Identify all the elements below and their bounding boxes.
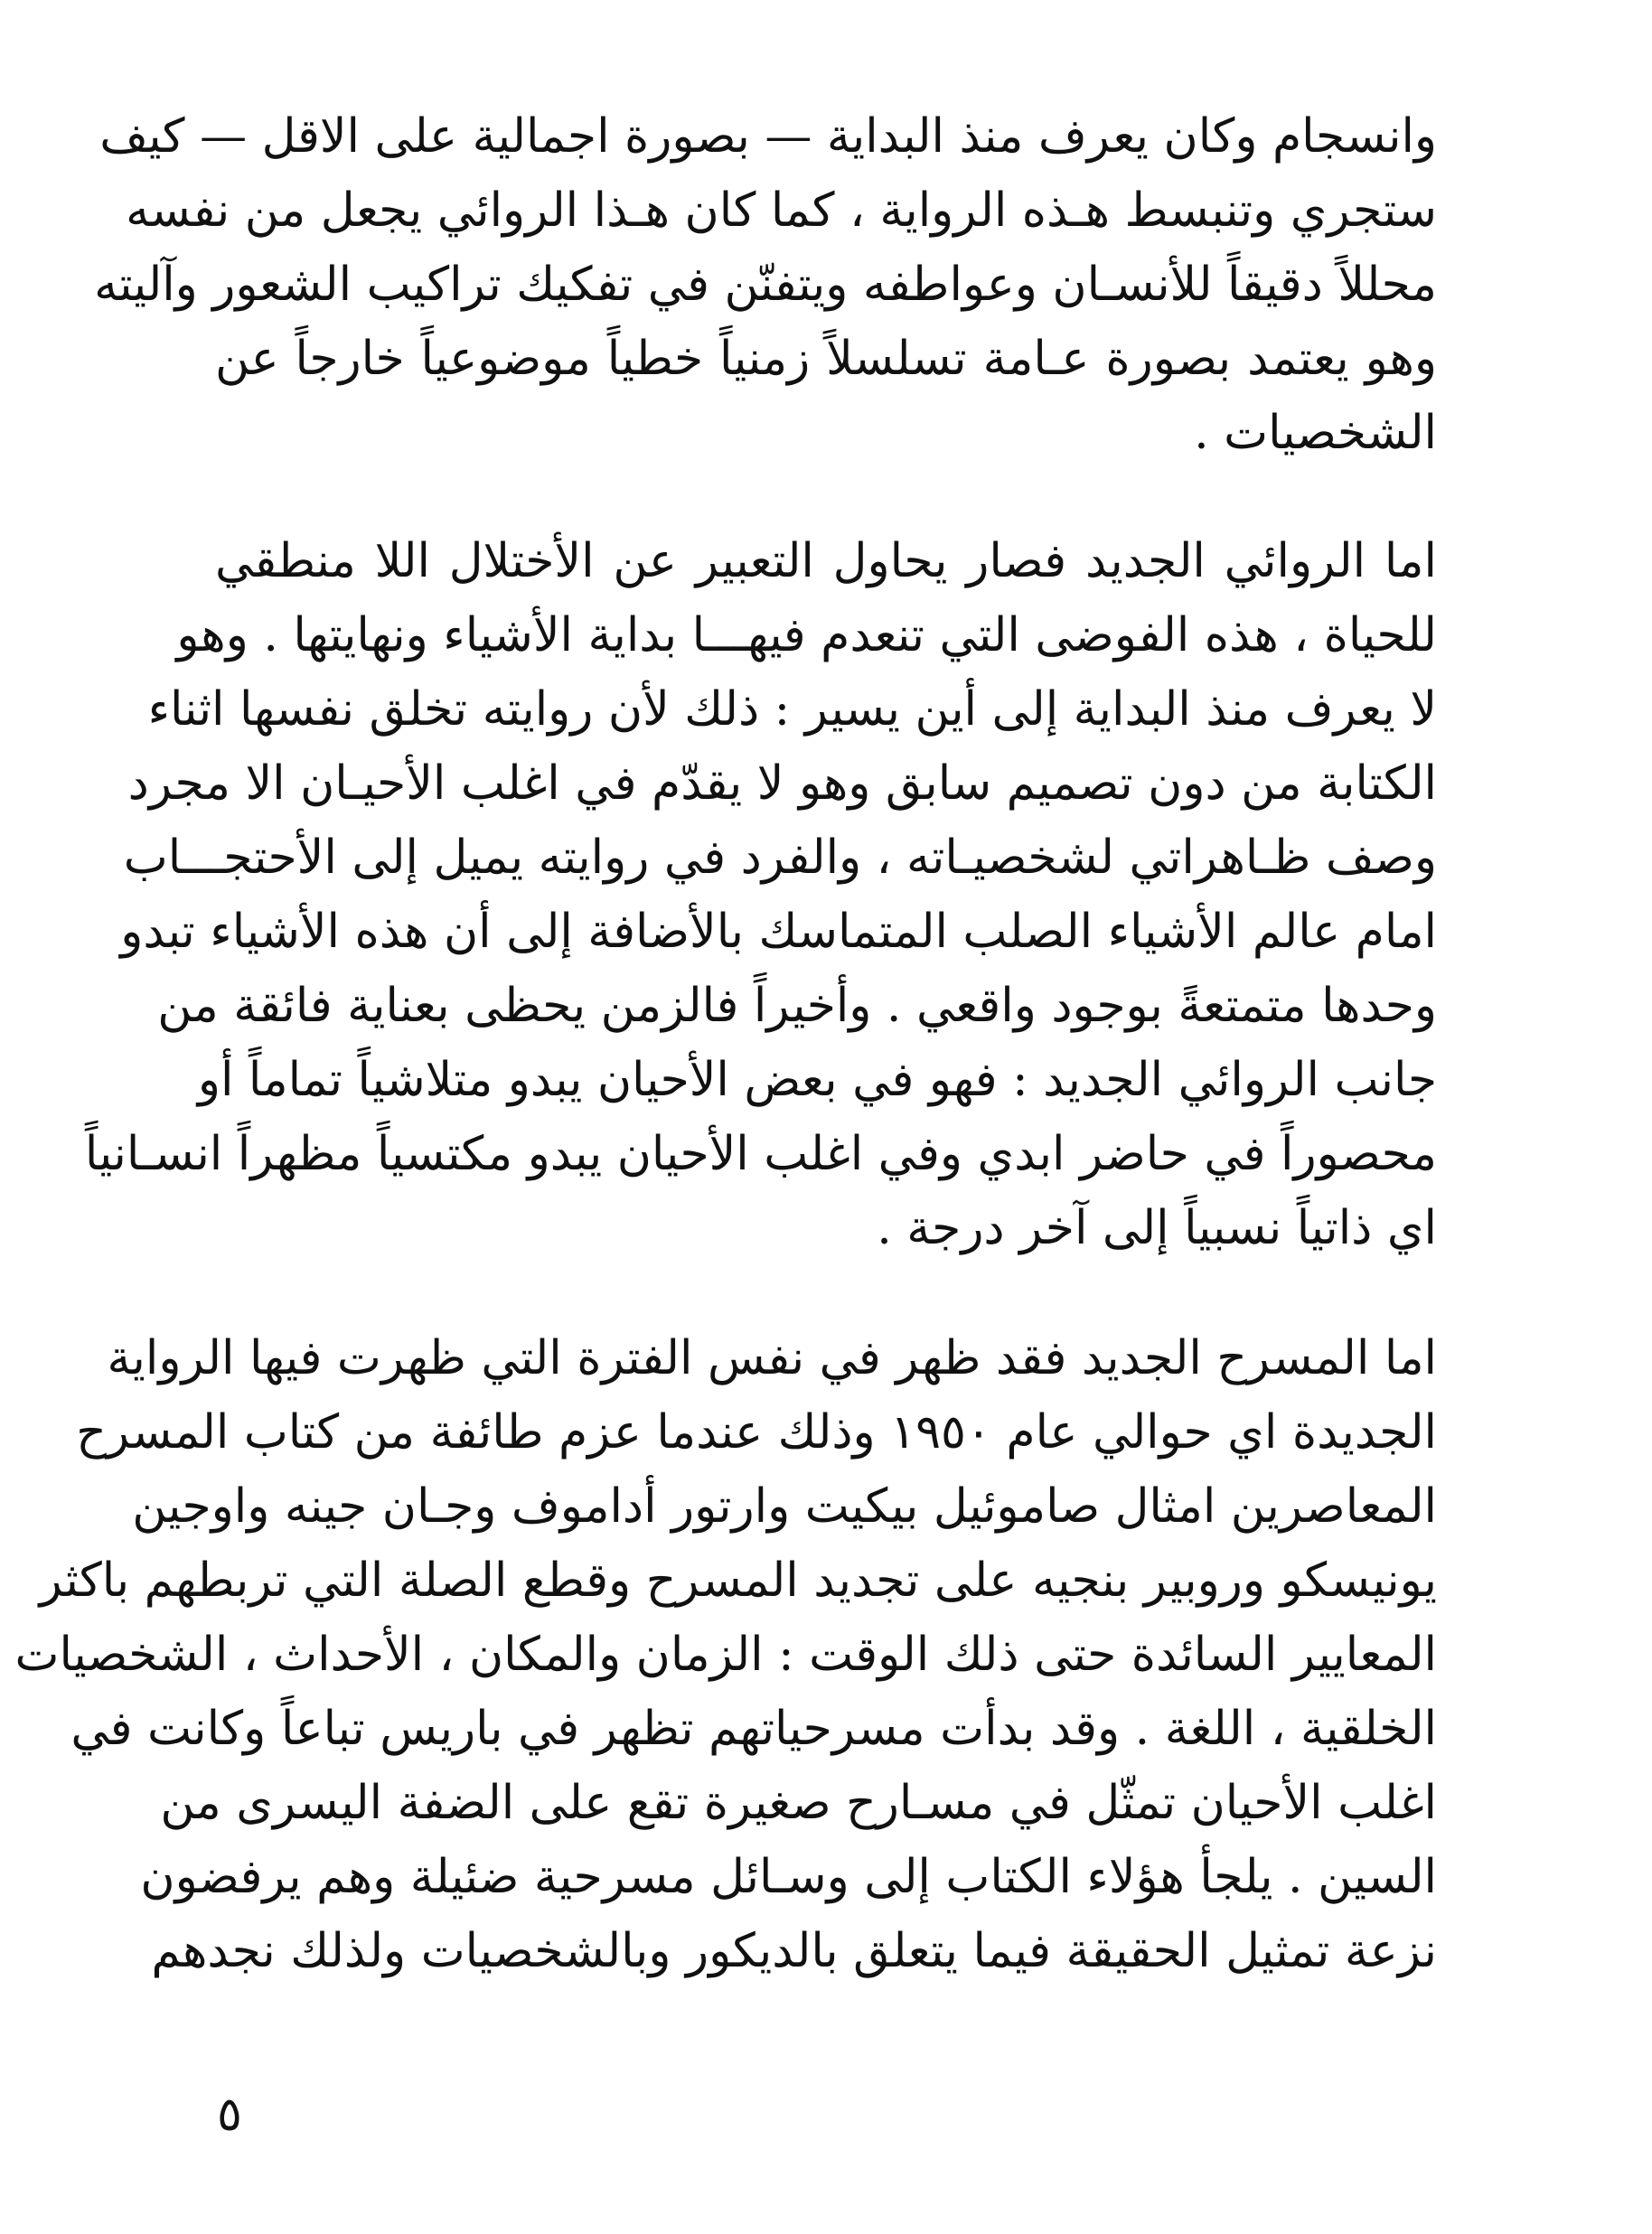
text-line: المعاصرين امثال صاموئيل بيكيت وارتور أداموف وجـان جينه واوجين [132,1479,1437,1534]
text-line: اما الروائي الجديد فصار يحاول التعبير عن الأختلال اللا منطقي [215,534,1437,588]
text-line: المعايير السائدة حتى ذلك الوقت : الزمان والمكان ، الأحداث ، الشخصيات [14,1628,1437,1682]
text-line: محللاً دقيقاً للأنسـان وعواطفه ويتفنّن في تفكيك تراكيب الشعور وآليته [94,258,1437,312]
text-line: امام عالم الأشياء الصلب المتماسك بالأضافة إلى أن هذه الأشياء تبدو [120,905,1437,959]
text-line: الكتابة من دون تصميم سابق وهو لا يقدّم في اغلب الأحيـان الا مجرد [127,756,1437,811]
text-line: اي ذاتياً نسبياً إلى آخر درجة . [877,1201,1437,1255]
text-line: وهو يعتمد بصورة عـامة تسلسلاً زمنياً خطياً موضوعياً خارجاً عن [215,332,1437,386]
text-line: وصف ظـاهراتي لشخصيـاته ، والفرد في روايته يميل إلى الأحتجـــاب [123,831,1437,885]
page-number: ٥ [217,2088,242,2142]
text-line: وانسجام وكان يعرف منذ البداية — بصورة اجمالية على الاقل — كيف [99,109,1437,164]
text-line: نزعة تمثيل الحقيقة فيما يتعلق بالديكور وبالشخصيات ولذلك نجدهم [151,1924,1437,1978]
text-line: اما المسرح الجديد فقد ظهر في نفس الفترة التي ظهرت فيها الرواية [107,1331,1437,1385]
text-line: وحدها متمتعةً بوجود واقعي . وأخيراً فالزمن يحظى بعناية فائقة من [157,979,1437,1033]
text-line: محصوراً في حاضر ابدي وفي اغلب الأحيان يبدو مكتسياً مظهراً انسـانياً [84,1127,1437,1181]
text-line: يونيسكو وروبير بنجيه على تجديد المسرح وقطع الصلة التي تربطهم باكثر [39,1553,1437,1608]
text-line: لا يعرف منذ البداية إلى أين يسير : ذلك لأن روايته تخلق نفسها اثناء [147,682,1437,737]
text-line: الخلقية ، اللغة . وقد بدأت مسرحياتهم تظهر في باريس تباعاً وكانت في [70,1702,1437,1756]
paragraph-3 [14,1321,1437,1988]
text-line: السين . يلجأ هؤلاء الكتاب إلى وسـائل مسرحية ضئيلة وهم يرفضون [140,1850,1437,1904]
text-line: الشخصيات . [1194,406,1437,460]
text-line: للحياة ، هذه الفوضى التي تنعدم فيهـــا بداية الأشياء ونهايتها . وهو [176,608,1437,662]
text-line: اغلب الأحيان تمثّل في مسـارح صغيرة تقع على الضفة اليسرى من [160,1776,1437,1830]
paragraph-2 [84,524,1437,1265]
text-line: الجديدة اي حوالي عام ١٩٥٠ وذلك عندما عزم طائفة من كتاب المسرح [76,1405,1437,1460]
text-line: جانب الروائي الجديد : فهو في بعض الأحيان يبدو متلاشياً تماماً أو [197,1053,1437,1107]
paragraph-1 [94,99,1437,470]
text-line: ستجري وتنبسط هـذه الرواية ، كما كان هـذا الروائي يجعل من نفسه [126,183,1437,238]
